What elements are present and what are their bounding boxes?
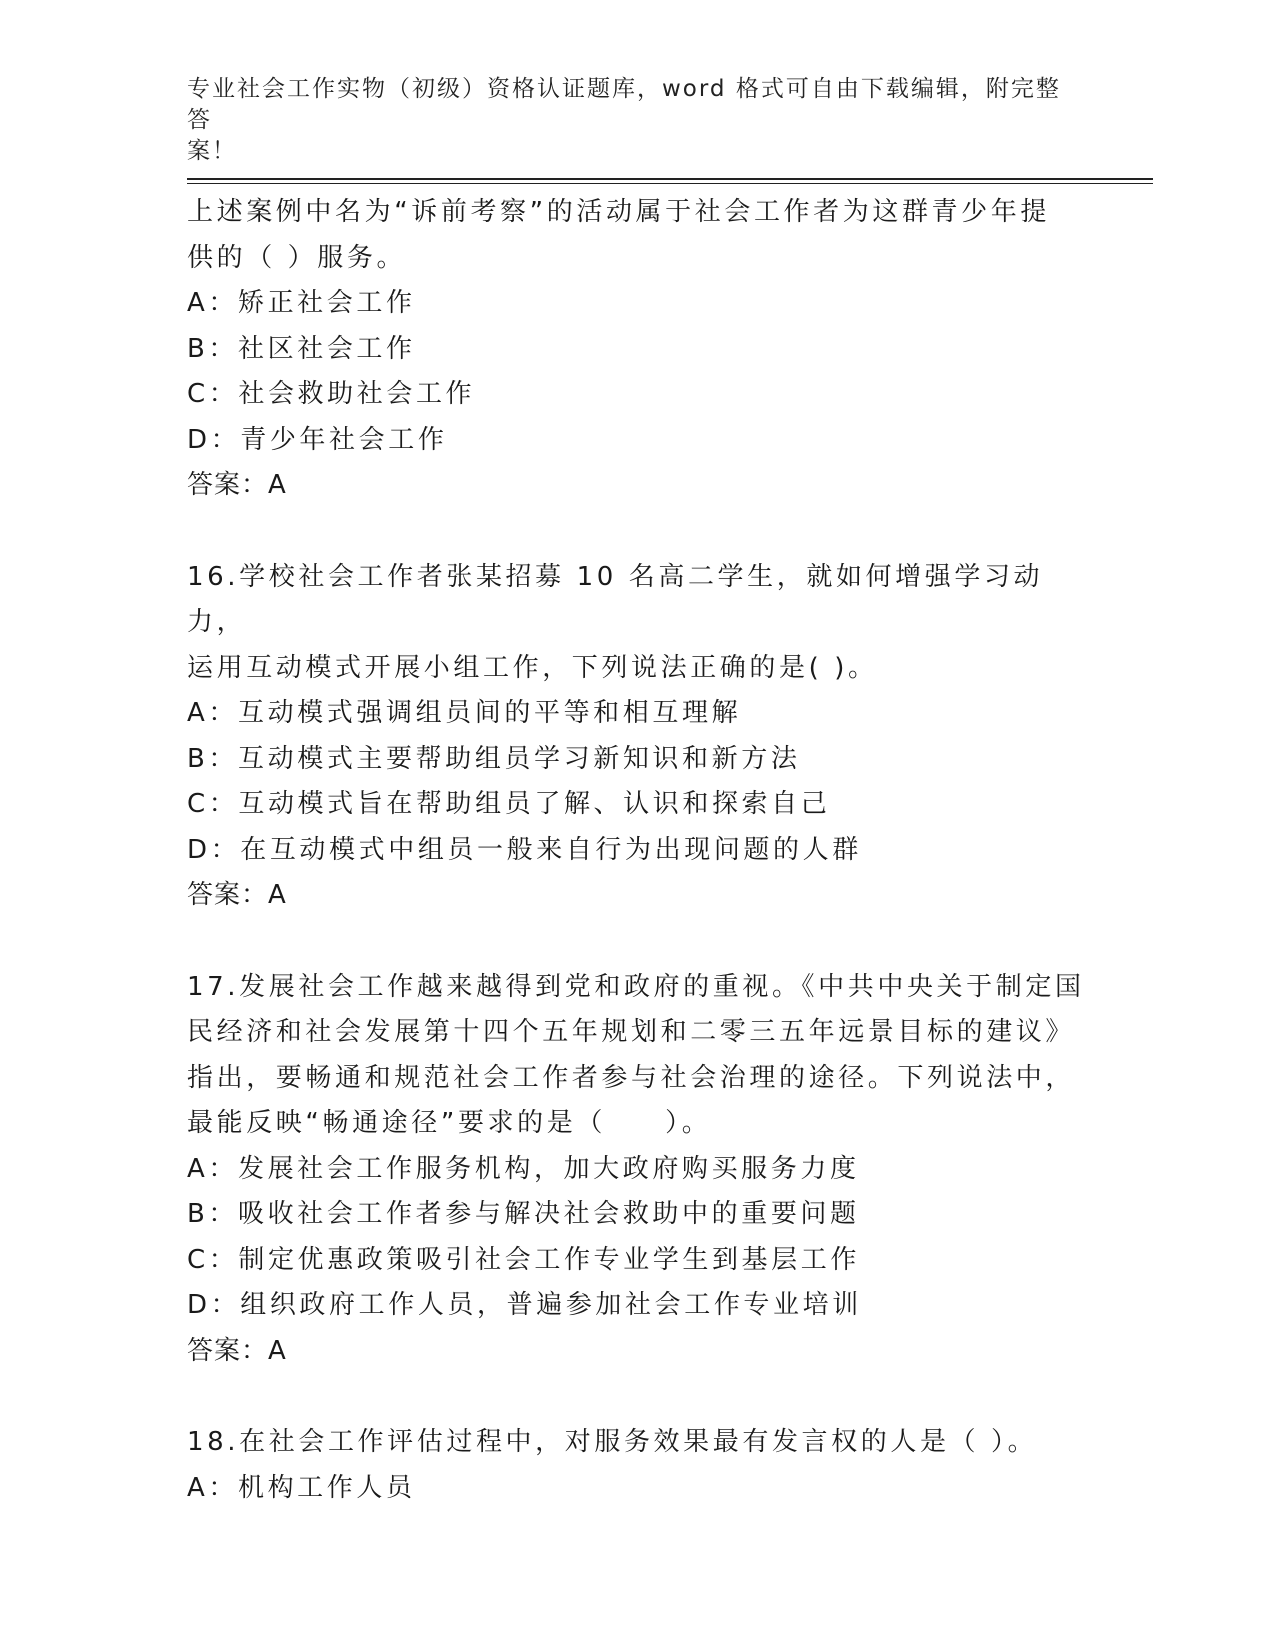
question-spacer (187, 919, 1087, 965)
header-rule-thin (187, 183, 1153, 184)
question-block (187, 965, 1087, 1375)
option-d: D：组织政府工作人员，普遍参加社会工作专业培训 (187, 1290, 862, 1320)
option-d: D：青少年社会工作 (187, 424, 448, 455)
document-header (187, 74, 1067, 167)
question-stem-line: 18.在社会工作评估过程中，对服务效果最有发言权的人是（ ）。 (187, 1427, 1038, 1457)
option-c: C：互动模式旨在帮助组员了解、认识和探索自己 (187, 789, 831, 819)
question-stem-line: 最能反映“畅通途径”要求的是（ ）。 (187, 1108, 712, 1138)
question-stem-line: 17.发展社会工作越来越得到党和政府的重视。《中共中央关于制定国 (187, 971, 1085, 1002)
option-b: B：社区社会工作 (187, 333, 416, 364)
answer-line: 答案：A (187, 1335, 287, 1366)
option-b: B：吸收社会工作者参与解决社会救助中的重要问题 (187, 1199, 860, 1229)
question-stem-line: 指出，要畅通和规范社会工作者参与社会治理的途径。下列说法中， (187, 1062, 1076, 1093)
option-c: C：社会救助社会工作 (187, 379, 476, 409)
question-stem-line: 上述案例中名为“诉前考察”的活动属于社会工作者为这群青少年提 (187, 197, 1050, 227)
question-block (187, 1420, 1087, 1511)
option-c: C：制定优惠政策吸引社会工作专业学生到基层工作 (187, 1244, 860, 1275)
answer-line: 答案：A (187, 470, 287, 500)
question-spacer (187, 509, 1087, 555)
question-stem-line: 运用互动模式开展小组工作，下列说法正确的是( )。 (187, 652, 878, 683)
question-block (187, 555, 1087, 919)
header-title-line-2: 案！ (187, 138, 237, 164)
question-stem-line: 民经济和社会发展第十四个五年规划和二零三五年远景目标的建议》 (187, 1017, 1076, 1047)
header-rule-thick (187, 178, 1153, 180)
question-spacer (187, 1374, 1087, 1420)
option-a: A：互动模式强调组员间的平等和相互理解 (187, 698, 742, 728)
option-b: B：互动模式主要帮助组员学习新知识和新方法 (187, 743, 801, 774)
option-a: A：机构工作人员 (187, 1472, 416, 1503)
question-stem-line: 供的（ ）服务。 (187, 242, 407, 273)
header-title-line-1: 专业社会工作实物（初级）资格认证题库，word 格式可自由下载编辑，附完整答 (187, 76, 1061, 133)
question-stem-line: 16.学校社会工作者张某招募 10 名高二学生，就如何增强学习动力， (187, 561, 1044, 637)
option-d: D：在互动模式中组员一般来自行为出现问题的人群 (187, 834, 862, 865)
answer-line: 答案：A (187, 880, 287, 910)
question-list (187, 190, 1087, 1511)
option-a: A：发展社会工作服务机构，加大政府购买服务力度 (187, 1153, 860, 1184)
option-a: A：矫正社会工作 (187, 288, 416, 318)
question-block (187, 190, 1087, 509)
